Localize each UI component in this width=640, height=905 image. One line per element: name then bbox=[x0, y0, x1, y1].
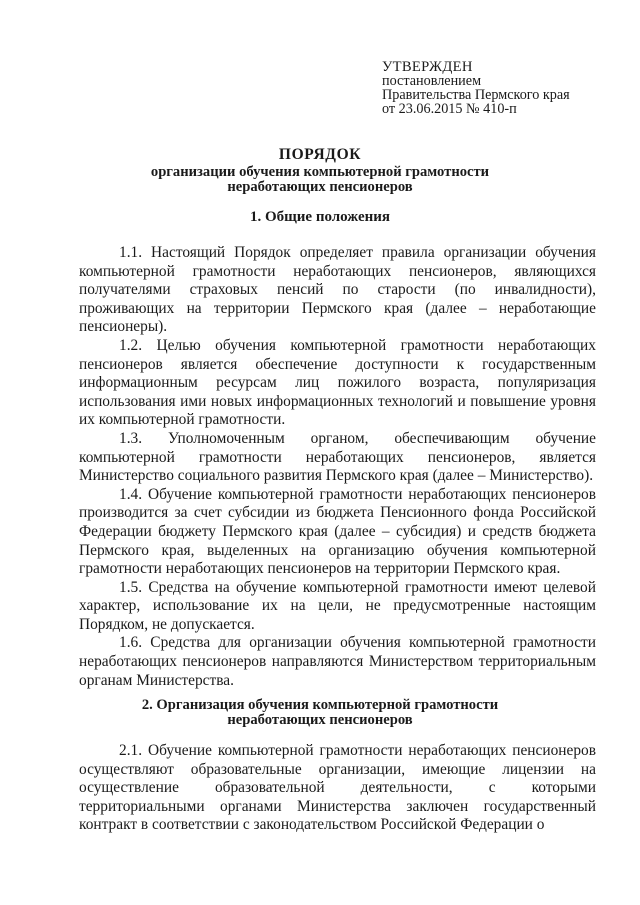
approval-stamp bbox=[382, 60, 622, 116]
paragraph-1-3: 1.3. Уполномоченным органом, обеспечивающим обучение компьютерной грамотности неработающих пенсионеров, является Министерство социального развития Пермского края (далее – Министерство). bbox=[79, 429, 596, 485]
paragraph-2-1: 2.1. Обучение компьютерной грамотности неработающих пенсионеров осуществляют образовательные организации, имеющие лицензии на осуществление образовательной деятельности, с которыми территориальными органами Министерства заключен государственный контракт в соответствии с законодательством Российской Федерации о bbox=[79, 742, 596, 834]
section-1-body bbox=[79, 244, 596, 690]
paragraph-1-2: 1.2. Целью обучения компьютерной грамотности неработающих пенсионеров является обеспечение доступности к государственным информационным ресурсам лиц пожилого возраста, популяризация использования ими новых информационных технологий и повышение уровня их компьютерной грамотности. bbox=[79, 336, 596, 429]
section-2-heading bbox=[0, 698, 640, 727]
document-subtitle-line-2: неработающих пенсионеров bbox=[227, 178, 413, 195]
section-2-heading-line-1: 2. Организация обучения компьютерной грамотности bbox=[141, 697, 499, 713]
paragraph-1-1: 1.1. Настоящий Порядок определяет правила организации обучения компьютерной грамотности неработающих пенсионеров, являющихся получателями страховых пенсий по старости (по инвалидности), проживающих на территории Пермского края (далее – неработающие пенсионеры). bbox=[79, 244, 596, 336]
approval-line-3: от 23.06.2015 № 410-п bbox=[382, 101, 517, 117]
approval-title: УТВЕРЖДЕН bbox=[382, 59, 473, 75]
paragraph-1-6: 1.6. Средства для организации обучения компьютерной грамотности неработающих пенсионеров направляются Министерством территориальным органам Министерства. bbox=[79, 634, 596, 689]
document-title: ПОРЯДОК bbox=[278, 146, 362, 163]
section-2-heading-line-2: неработающих пенсионеров bbox=[227, 711, 413, 728]
approval-line-2: Правительства Пермского края bbox=[382, 87, 570, 103]
paragraph-1-4: 1.4. Обучение компьютерной грамотности неработающих пенсионеров производится за счет субсидии из бюджета Пенсионного фонда Российской Федерации бюджету Пермского края (далее – субсидия) и средств бюджета Пермского края, выделенных на организацию обучения компьютерной грамотности неработающих пенсионеров на территории Пермского края. bbox=[79, 485, 596, 578]
section-2-body bbox=[79, 742, 596, 835]
document-subtitle-line-1: организации обучения компьютерной грамотности bbox=[150, 164, 490, 180]
section-1-heading: 1. Общие положения bbox=[249, 209, 391, 225]
document-subtitle bbox=[0, 165, 640, 194]
approval-line-1: постановлением bbox=[382, 73, 482, 89]
paragraph-1-5: 1.5. Средства на обучение компьютерной грамотности имеют целевой характер, использование их на цели, не предусмотренные настоящим Порядком, не допускается. bbox=[79, 578, 596, 633]
